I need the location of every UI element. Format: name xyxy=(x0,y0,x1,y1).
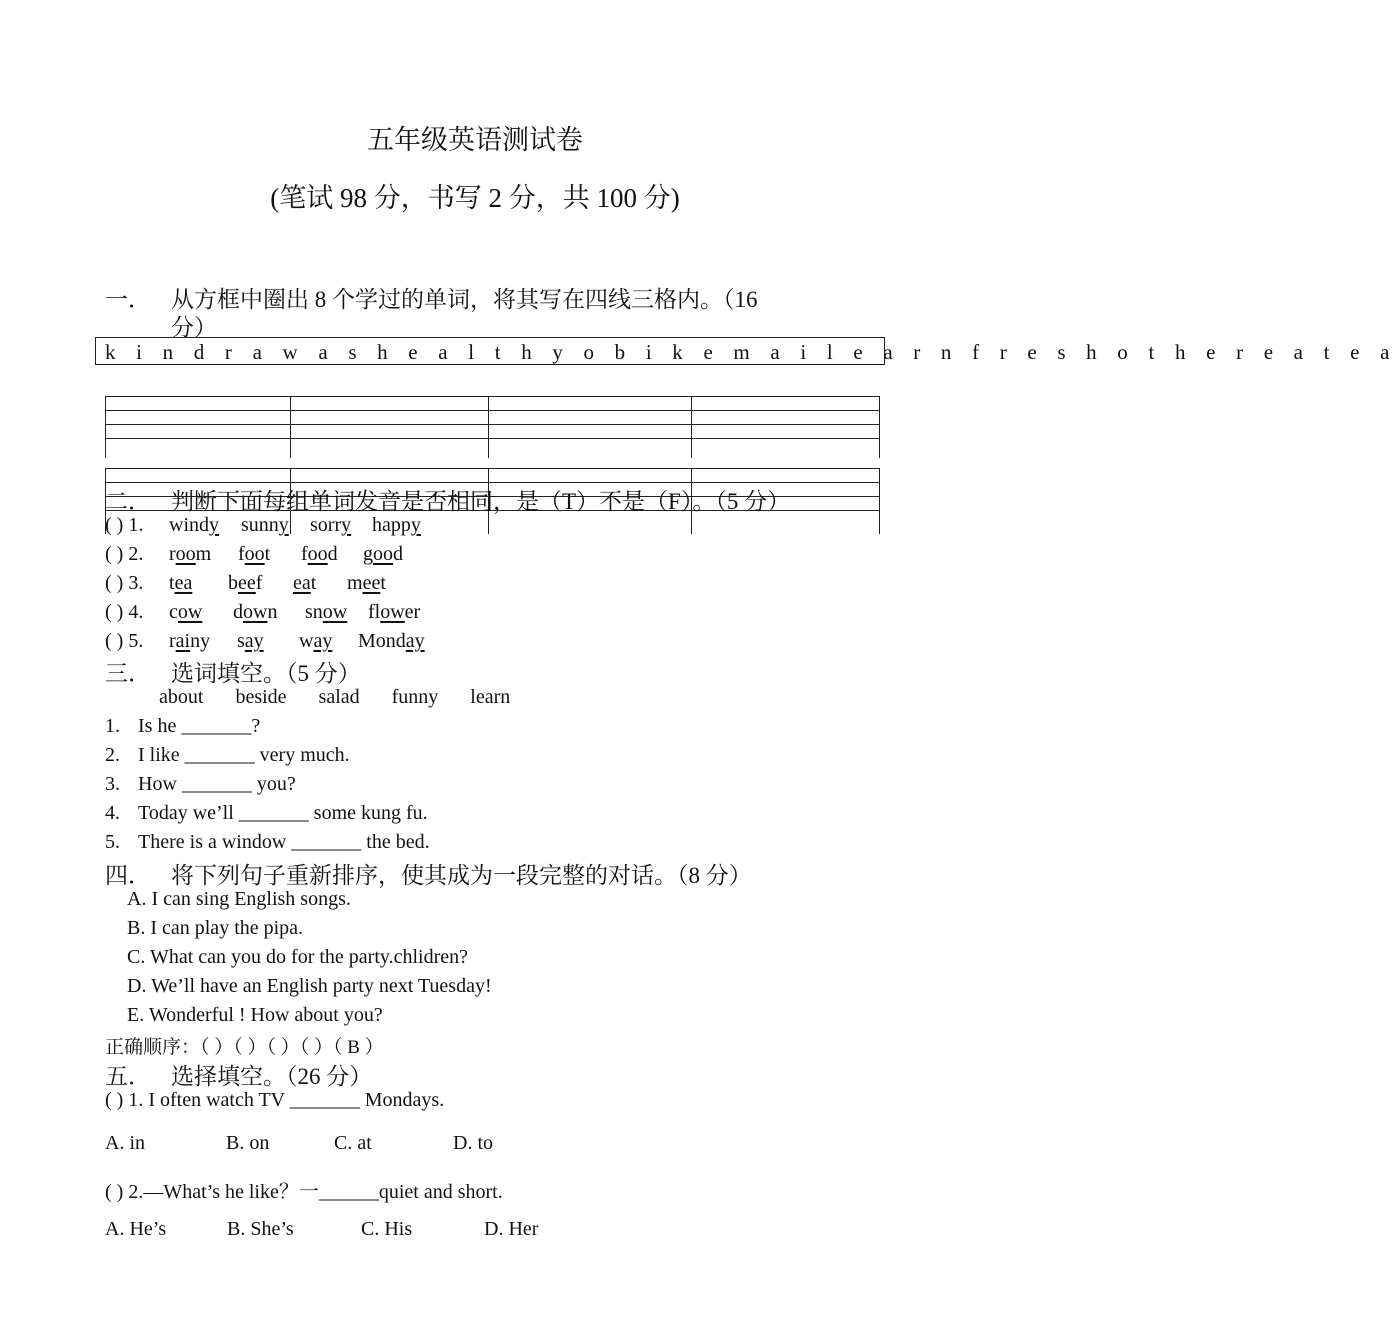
grid-line xyxy=(105,468,880,469)
mc-option: B. on xyxy=(226,1132,270,1154)
phonics-word: snow xyxy=(305,601,348,623)
section-number: 五． xyxy=(105,1064,151,1089)
answer-bracket: ( ) 5. xyxy=(105,630,144,652)
phonics-word: room xyxy=(169,543,212,565)
section-number: 一． xyxy=(105,287,151,312)
section-1-heading-line1: 从方框中圈出 8 个学过的单词，将其写在四线三格内。（16 xyxy=(171,287,758,312)
item-text: I like _______ very much. xyxy=(138,744,350,766)
underlined-letters: oo xyxy=(175,543,196,565)
underlined-letters: y xyxy=(278,514,289,536)
underlined-letters: ay xyxy=(313,630,333,652)
mc-option: C. His xyxy=(361,1218,413,1240)
section-2-heading-text: 判断下面每组单词发音是否相同，是（T）不是（F）。（5 分） xyxy=(171,489,791,514)
underlined-letters: ee xyxy=(362,572,381,594)
phonics-word: say xyxy=(237,630,264,652)
answer-bracket: ( ) 3. xyxy=(105,572,144,594)
phonics-word: meet xyxy=(347,572,386,594)
mc-option: D. to xyxy=(453,1132,493,1154)
phonics-word: flower xyxy=(368,601,421,623)
section-number: 二． xyxy=(105,489,151,514)
fill-blank-item xyxy=(105,744,350,767)
word-bank-item: funny xyxy=(391,686,439,708)
page-title: 五年级英语测试卷 xyxy=(367,125,583,155)
word-bank-item: salad xyxy=(318,686,360,708)
section-3-heading-text: 选词填空。（5 分） xyxy=(171,661,361,686)
phonics-item xyxy=(105,630,143,653)
item-text: How _______ you? xyxy=(138,773,296,795)
underlined-letters: ea xyxy=(293,572,311,594)
section-2-heading xyxy=(105,483,790,516)
fill-blank-item xyxy=(105,773,296,796)
word-bank xyxy=(159,686,510,709)
answer-bracket: ( ) 2. xyxy=(105,543,144,565)
section-1-heading-line2: 分） xyxy=(171,315,217,340)
answer-bracket: ( ) 1. xyxy=(105,514,144,536)
underlined-letters: oo xyxy=(373,543,393,565)
phonics-item xyxy=(105,601,143,624)
mc-question-stem: ( ) 2.—What’s he like？一______quiet and short. xyxy=(105,1181,503,1203)
underlined-letters: ea xyxy=(174,572,193,594)
grid-line xyxy=(879,468,880,534)
dialog-sentence: B. I can play the pipa. xyxy=(127,917,304,939)
section-number: 四． xyxy=(105,863,151,888)
section-number: 三． xyxy=(105,661,151,686)
dialog-sentence: C. What can you do for the party.chlidren? xyxy=(127,946,468,968)
phonics-word: eat xyxy=(293,572,317,594)
item-number: 4. xyxy=(105,802,120,824)
grid-line xyxy=(105,396,106,458)
mc-option: D. Her xyxy=(484,1218,539,1240)
answer-bracket: ( ) 4. xyxy=(105,601,144,623)
item-number: 3. xyxy=(105,773,120,795)
item-text: Is he _______? xyxy=(138,715,261,737)
mc-option: B. She’s xyxy=(227,1218,294,1240)
phonics-word: foot xyxy=(238,543,271,565)
mc-options xyxy=(105,1218,538,1241)
phonics-word: windy xyxy=(169,514,219,536)
letter-grid-box: k i n d r a w a s h e a l t h y o b i k e m a i l e a r n f r e s h o t h e r e a t e a xyxy=(95,337,885,365)
underlined-letters: oo xyxy=(244,543,265,565)
phonics-word: rainy xyxy=(169,630,211,652)
grid-line xyxy=(105,438,880,439)
grid-line xyxy=(691,396,692,458)
section-3-heading xyxy=(105,655,361,688)
underlined-letters: ay xyxy=(405,630,425,652)
section-5-heading xyxy=(105,1058,372,1091)
word-bank-item: about xyxy=(159,686,204,708)
order-answer-line: 正确顺序：（ ）（ ）（ ）（ ）（ B ） xyxy=(105,1037,384,1058)
underlined-letters: ai xyxy=(175,630,191,652)
underlined-letters: oo xyxy=(307,543,328,565)
section-4-heading-text: 将下列句子重新排序，使其成为一段完整的对话。（8 分） xyxy=(171,863,752,888)
fill-blank-item xyxy=(105,831,430,854)
phonics-word: beef xyxy=(228,572,263,594)
phonics-word: tea xyxy=(169,572,193,594)
phonics-word: sorry xyxy=(310,514,352,536)
phonics-word: cow xyxy=(169,601,203,623)
fill-blank-item xyxy=(105,715,260,738)
phonics-item xyxy=(105,572,143,595)
section-4-heading xyxy=(105,857,752,890)
mc-options xyxy=(105,1132,493,1155)
underlined-letters: y xyxy=(209,514,219,536)
grid-line xyxy=(488,396,489,458)
underlined-letters: ow xyxy=(177,601,203,623)
phonics-word: happy xyxy=(372,514,421,536)
phonics-item xyxy=(105,543,143,566)
phonics-item xyxy=(105,514,143,537)
mc-option: C. at xyxy=(334,1132,372,1154)
underlined-letters: ow xyxy=(380,601,405,623)
phonics-word: down xyxy=(233,601,278,623)
word-bank-item: learn xyxy=(470,686,511,708)
mc-option: A. in xyxy=(105,1132,145,1154)
underlined-letters: ay xyxy=(244,630,264,652)
underlined-letters: y xyxy=(410,514,421,536)
item-number: 5. xyxy=(105,831,120,853)
underlined-letters: ow xyxy=(322,601,348,623)
underlined-letters: y xyxy=(341,514,352,536)
section-5-heading-text: 选择填空。（26 分） xyxy=(171,1064,373,1089)
grid-line xyxy=(879,396,880,458)
dialog-sentence: A. I can sing English songs. xyxy=(127,888,351,910)
item-number: 2. xyxy=(105,744,120,766)
mc-question-stem: ( ) 1. I often watch TV _______ Mondays. xyxy=(105,1089,445,1111)
grid-line xyxy=(105,396,880,397)
phonics-word: sunny xyxy=(241,514,289,536)
grid-line xyxy=(105,424,880,425)
underlined-letters: ow xyxy=(243,601,268,623)
grid-line xyxy=(105,410,880,411)
word-bank-item: beside xyxy=(235,686,287,708)
fill-blank-item xyxy=(105,802,428,825)
phonics-word: Monday xyxy=(358,630,425,652)
item-text: There is a window _______ the bed. xyxy=(138,831,430,853)
phonics-word: way xyxy=(299,630,333,652)
phonics-word: food xyxy=(301,543,338,565)
grid-line xyxy=(290,396,291,458)
item-number: 1. xyxy=(105,715,120,737)
dialog-sentence: D. We’ll have an English party next Tuesday! xyxy=(127,975,492,997)
dialog-sentence: E. Wonderful ! How about you? xyxy=(127,1004,383,1026)
mc-option: A. He’s xyxy=(105,1218,167,1240)
underlined-letters: ee xyxy=(238,572,256,594)
item-text: Today we’ll _______ some kung fu. xyxy=(138,802,428,824)
page-subtitle: (笔试 98 分，书写 2 分，共 100 分) xyxy=(270,183,680,213)
phonics-word: good xyxy=(363,543,403,565)
